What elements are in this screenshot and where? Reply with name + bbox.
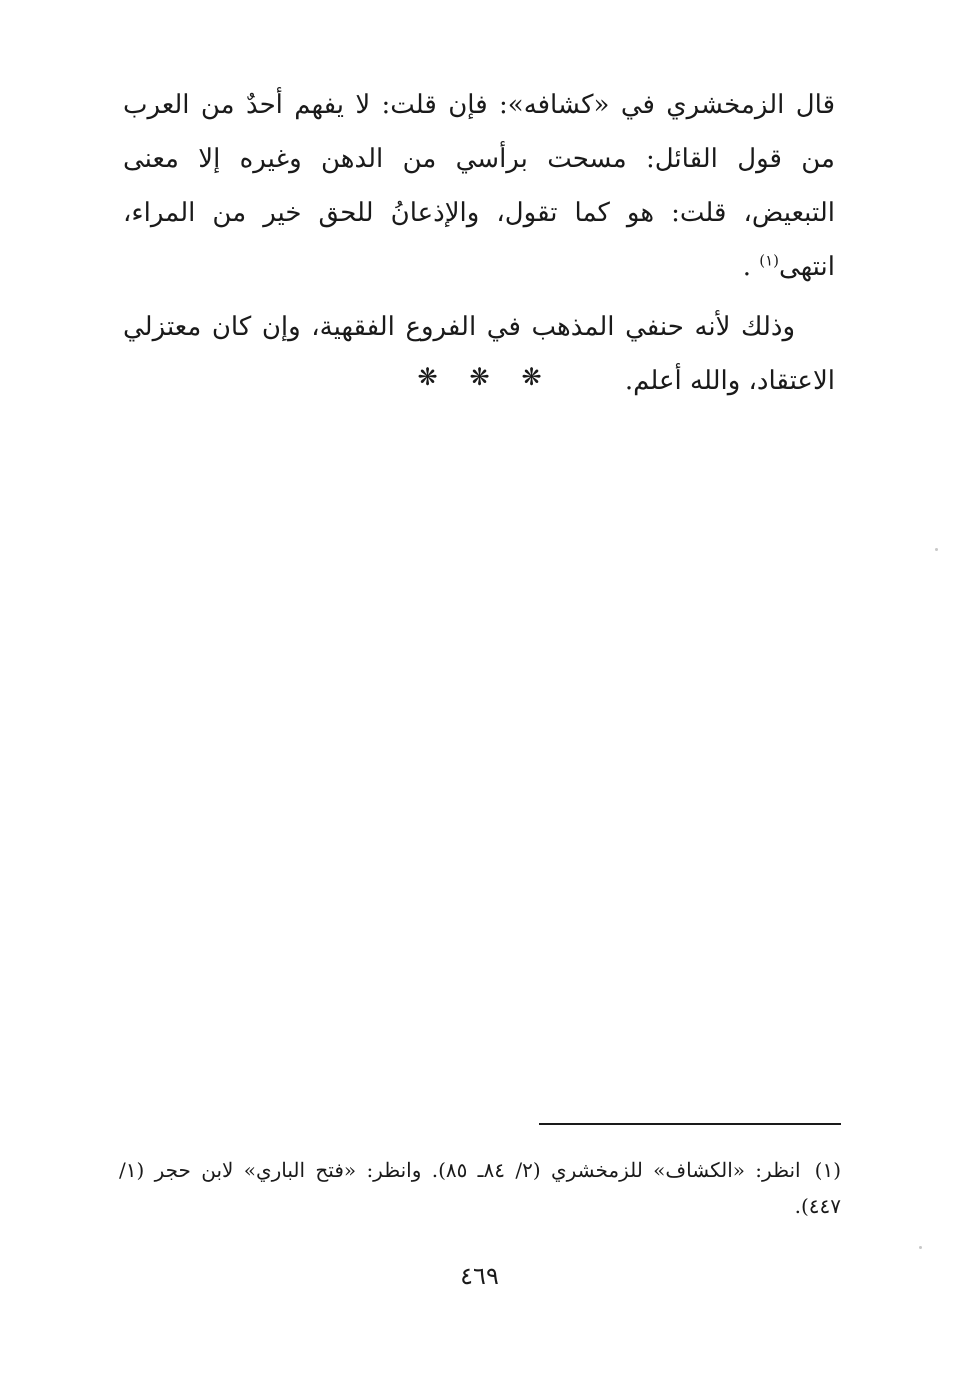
paragraph-2: وذلك لأنه حنفي المذهب في الفروع الفقهية، وإن كان معتزلي الاعتقاد، والله أعلم. <box>123 312 835 396</box>
footnote-text: انظر: «الكشاف» للزمخشري (٢/ ٨٤ـ ٨٥). وانظر: «فتح الباري» لابن حجر (١/ ٤٤٧). <box>119 1158 841 1218</box>
separator-star-icon: ❋ <box>469 363 490 391</box>
paragraph-1-end: . <box>742 252 760 282</box>
footnote-number: (١) <box>814 1158 841 1182</box>
separator-star-icon: ❋ <box>417 363 438 391</box>
footnotes-section <box>119 1152 841 1224</box>
page-number: ٤٦٩ <box>460 1262 499 1290</box>
paper-speck <box>919 1246 922 1249</box>
footnote-divider <box>539 1123 841 1125</box>
paragraph-1 <box>123 78 835 294</box>
separator-star-icon: ❋ <box>521 363 542 391</box>
section-separator <box>0 363 959 391</box>
footnote-1 <box>119 1152 841 1224</box>
main-text-block <box>123 78 835 408</box>
footnote-reference-1[interactable]: (١) <box>759 251 780 270</box>
paper-speck <box>935 548 938 551</box>
paragraph-1-text: قال الزمخشري في «كشافه»: فإن قلت: لا يفهم أحدٌ من العرب من قول القائل: مسحت برأسي من الدهن وغيره إلا معنى التبعيض، قلت: هو كما تقول، والإذعانُ للحق خير من المراء، انتهى <box>123 90 835 282</box>
